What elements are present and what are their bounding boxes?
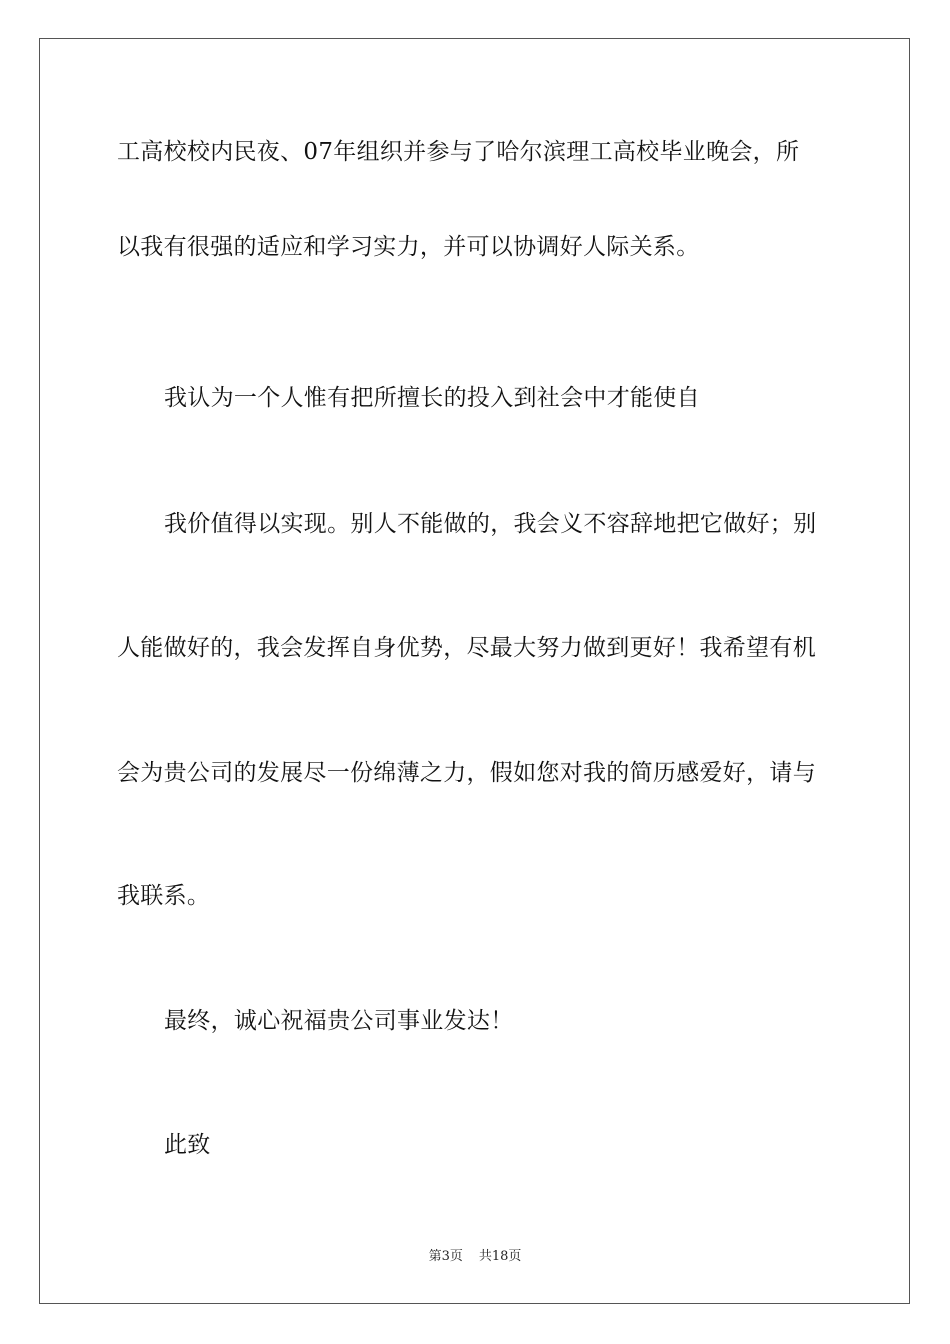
body-line-1: 工高校校内民夜、07年组织并参与了哈尔滨理工高校毕业晚会，所 [117,139,800,165]
closing-line: 最终，诚心祝福贵公司事业发达！ [164,1008,514,1034]
page-number: 第3页 [428,1249,463,1264]
page-total: 共18页 [478,1249,522,1264]
body-line-7: 我联系。 [117,883,211,909]
page-frame [39,38,910,1304]
body-line-4: 我价值得以实现。别人不能做的，我会义不容辞地把它做好；别 [164,511,817,537]
body-line-6: 会为贵公司的发展尽一份绵薄之力，假如您对我的简历感爱好，请与 [117,760,816,786]
body-line-5: 人能做好的，我会发挥自身优势，尽最大努力做到更好！我希望有机 [117,635,816,661]
body-line-3: 我认为一个人惟有把所擅长的投入到社会中才能使自 [164,385,700,411]
body-line-2: 以我有很强的适应和学习实力，并可以协调好人际关系。 [117,234,700,260]
salutation-line: 此致 [164,1132,211,1158]
page-footer [0,1248,950,1266]
